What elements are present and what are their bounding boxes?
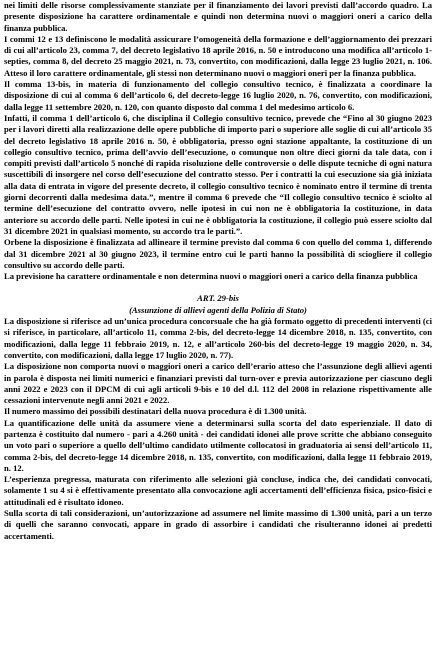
article-subtitle: (Assunzione di allievi agenti della Polizia di Stato) — [129, 304, 307, 315]
paragraph-procedura-concorsuale: La disposizione si riferisce ad un’unica procedura concorsuale che ha già formato oggetto di precedenti interventi (ci si riferisce, in particolare, all’articolo 11, comma 2-bis, del decreto-legge 14 dicembre 2018, n. 135, convertito, con modificazioni, dalla legge 11 febbraio 2019, n. 12, e all’articolo 260-bis del decreto-legge 19 maggio 2020, n. 34, convertito, con modificazioni, dalla legge 17 luglio 2020, n. 77). — [4, 316, 432, 360]
paragraph-commi-12-13: I commi 12 e 13 definiscono le modalità assicurare l’omogeneità della formazione e dell’aggiornamento dei prezzari di cui all’articolo 23, comma 7, del decreto legislativo 18 aprile 2016, n. 50 e introducono una modifica all’articolo 1-septies, comma 8, del decreto 25 maggio 2021, n. 73, convertito, con modificazioni, dalla legge 23 luglio 2021, n. 106. Atteso il loro carattere ordinamentale, gli stessi non determinano nuovi o maggiori oneri per la finanza pubblica. — [4, 33, 432, 78]
paragraph-esperienza: L’esperienza pregressa, maturata con riferimento alle selezioni già concluse, indica che, dei candidati convocati, solamente 1 su 4 si è effettivamente presentato alla convocazione agli accertamenti dell’efficienza fisica, psico-fisici e attitudinali ed è risultato idoneo. — [4, 474, 432, 507]
paragraph-comma-13-bis: Il comma 13-bis, in materia di funzionamento del collegio consultivo tecnico, è finalizzata a coordinare la disposizione di cui al comma 6 dell’articolo 6, del decreto-legge 16 luglio 2020, n. 76, convertito, con modificazioni, dalla legge 11 settembre 2020, n. 120, con quanto disposto dal comma 1 del medesimo articolo 6. — [4, 79, 432, 112]
paragraph-oneri-erario: La disposizione non comporta nuovi o maggiori oneri a carico dell’erario atteso che l’assunzione degli allievi agenti in parola è disposta nei limiti numerici e finanziari previsti dal turn-over e previa autorizzazione per ciascuno degli anni 2022 e 2023 con il DPCM di cui agli articoli 9-bis e 10 del d.l. 112 del 2008 in relazione rispettivamente alle cessazioni intervenute negli anni 2021 e 2022. — [4, 361, 432, 406]
paragraph-previsione: La previsione ha carattere ordinamentale e non determina nuovi o maggiori oneri a carico della finanza pubblica — [4, 271, 418, 282]
paragraph-accordo-quadro: nei limiti delle risorse complessivamente stanziate per il finanziamento dei lavori previsti dall’accordo quadro. La presente disposizione ha carattere ordinamentale e quindi non determina nuovi o maggiori oneri a carico della finanza pubblica. — [4, 0, 432, 33]
paragraph-orbene: Orbene la disposizione è finalizzata ad allineare il termine previsto dal comma 6 con quello del comma 1, differendo dal 31 dicembre 2021 al 30 giugno 2023, il termine entro cui le parti hanno la possibilità di sciogliere il collegio consultivo su accordo delle parti. — [4, 237, 432, 270]
article-heading: ART. 29-bis — [197, 293, 239, 304]
paragraph-collegio-consultivo: Infatti, il comma 1 dell’articolo 6, che disciplina il Collegio consultivo tecnico, prevede che “Fino al 30 giugno 2023 per i lavori diretti alla realizzazione delle opere pubbliche di importo pari o superiore alle soglie di cui all’articolo 35 del decreto legislativo 18 aprile 2016 n. 50, è obbligatoria, presso ogni stazione appaltante, la costituzione di un collegio consultivo tecnico, prima dell’avvio dell’esecuzione, o comunque non oltre dieci giorni da tale data, con i compiti previsti dall’articolo 5 nonché di rapida risoluzione delle controversie o delle dispute tecniche di ogni natura suscettibili di insorgere nel corso dell’esecuzione del contratto stesso. Per i contratti la cui esecuzione sia già iniziata alla data di entrata in vigore del presente decreto, il collegio consultivo tecnico è nominato entro il termine di trenta giorni decorrenti dalla medesima data.”, mentre il comma 6 prevede che “Il collegio consultivo tecnico è sciolto al termine dell’esecuzione del contratto ovvero, nelle ipotesi in cui non ne è obbligatoria la costituzione, in data anteriore su accordo delle parti. Nelle ipotesi in cui ne è obbligatoria la costituzione, il collegio può essere sciolto dal 31 dicembre 2021 in qualsiasi momento, su accordo tra le parti.”. — [4, 112, 432, 236]
document-page — [4, 0, 432, 654]
paragraph-considerazioni: Sulla scorta di tali considerazioni, un’autorizzazione ad assumere nel limite massimo di 1.300 unità, pari a un terzo di quelli che saranno convocati, appare in grado di assorbire i candidati che risulteranno idonei ai predetti accertamenti. — [4, 508, 432, 541]
section-spacer — [4, 282, 432, 293]
paragraph-numero-massimo: Il numero massimo dei possibili destinatari della nuova procedura è di 1.300 unità. — [4, 406, 307, 417]
paragraph-quantificazione: La quantificazione delle unità da assumere viene a determinarsi sulla scorta del dato esperienziale. Il dato di partenza è costituito dal numero - pari a 4.260 unità - dei candidati idonei alle prove scritte che abbiano conseguito un voto pari o superiore a quello dell’ultimo candidato utilmente collocatosi in graduatoria ai sensi dell’articolo 11, comma 2-bis, del decreto-legge 14 dicembre 2018, n. 135, convertito, con modificazioni, dalla legge 11 febbraio 2019, n. 12. — [4, 417, 432, 473]
